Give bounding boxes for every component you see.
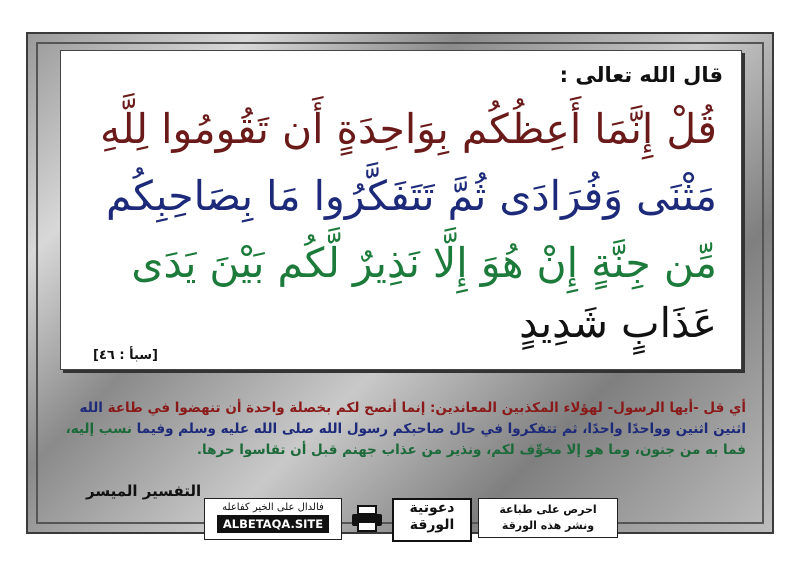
tafsir-part-2: الله اثنين اثنين وواحدًا واحدًا، ثم تتفكروا في حال صاحبكم رسول الله صلى الله عليه وسلم وفيما bbox=[79, 400, 746, 437]
verse-line-3: مِّن جِنَّةٍ إِنْ هُوَ إِلَّا نَذِيرٌ لَّكُم بَيْنَ يَدَى bbox=[131, 239, 717, 287]
site-tagline: فالدال على الخير كفاعله bbox=[222, 502, 324, 513]
verse-intro: قال الله تعالى : bbox=[559, 63, 723, 87]
verse-line-4: عَذَابٍ شَدِيدٍ bbox=[519, 299, 717, 347]
site-url-link[interactable]: ALBETAQA.SITE bbox=[217, 515, 329, 533]
site-box bbox=[204, 498, 342, 540]
verse-line-2: مَثْنَى وَفُرَادَى ثُمَّ تَتَفَكَّرُوا مَا بِصَاحِبِكُم bbox=[105, 172, 717, 220]
tafsir-text bbox=[46, 398, 746, 461]
verse-panel bbox=[60, 50, 742, 370]
tafsir-panel bbox=[26, 378, 774, 488]
verse-line-1: قُلْ إِنَّمَا أَعِظُكُم بِوَاحِدَةٍ أَن تَقُومُوا لِلَّهِ bbox=[99, 105, 717, 153]
logo: دعوتية الورقة bbox=[392, 498, 472, 542]
tafsir-source: التفسير الميسر bbox=[86, 482, 202, 500]
tafsir-part-3: نسب إليه، فما به من جنون، وما هو إلا مخوِّف لكم، ونذير من عذاب جهنم قبل أن تقاسوا حرها. bbox=[65, 421, 746, 458]
tafsir-part-1: أي قل -أيها الرسول- لهؤلاء المكذبين المعاندين: إنما أنصح لكم بخصلة واحدة أن تنهضوا في طاعة bbox=[107, 400, 746, 416]
printer-icon bbox=[350, 504, 384, 532]
print-note bbox=[478, 498, 618, 538]
footer-bar bbox=[110, 498, 710, 540]
verse-reference: [سبأ : ٤٦] bbox=[93, 348, 158, 363]
print-note-line-2: ونشر هذه الورقة bbox=[501, 519, 595, 532]
print-note-line-1: احرص على طباعة bbox=[499, 503, 597, 516]
